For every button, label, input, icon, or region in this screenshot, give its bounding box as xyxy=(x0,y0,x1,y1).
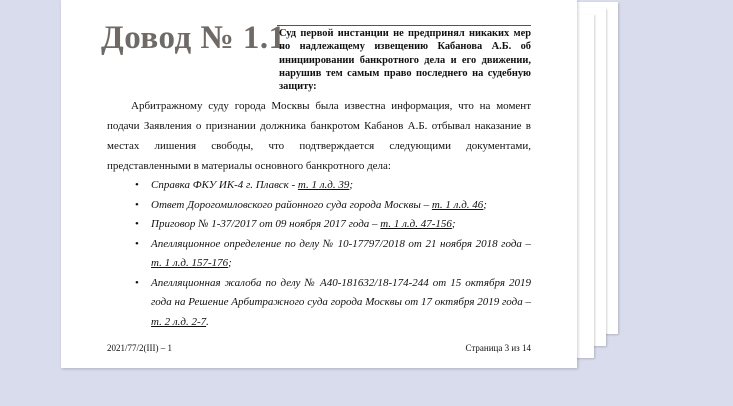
bullet-icon: • xyxy=(135,237,139,250)
volume-reference: т. 1 л.д. 157-176 xyxy=(151,257,229,269)
argument-summary: Суд первой инстанции не предпринял никаких мер по надлежащему извещению Кабанова А.Б. об инициировании банкротного дела и его движении, нарушив тем самым право последнего на судебную защиту: xyxy=(279,28,531,93)
document-page xyxy=(61,0,577,368)
document-body xyxy=(107,96,531,332)
list-item: • Апелляционная жалоба по делу № А40-181632/18-174-244 от 15 октября 2019 года на Решение Арбитражного суда города Москвы от 17 октября 2019 года – т. 2 л.д. 2-7. xyxy=(107,274,531,333)
list-item: • Ответ Дорогомиловского районного суда города Москвы – т. 1 л.д. 46; xyxy=(107,196,531,216)
evidence-list xyxy=(107,176,531,332)
bullet-icon: • xyxy=(135,218,139,230)
bullet-icon: • xyxy=(135,179,139,191)
heading-rule xyxy=(277,25,531,26)
page-number: Страница 3 из 14 xyxy=(465,343,531,353)
body-paragraph: Арбитражному суду города Москвы была известна информация, что на момент подачи Заявления о признании должника банкротом Кабанов А.Б. отбывал наказание в местах лишения свободы, что подтверждается следующими документами, представленными в материалы основного банкротного дела: xyxy=(107,100,531,172)
document-code: 2021/77/2(III) – 1 xyxy=(107,343,172,353)
volume-reference: т. 1 л.д. 39 xyxy=(297,179,350,191)
bullet-icon: • xyxy=(135,198,139,211)
volume-reference: т. 1 л.д. 47-156 xyxy=(380,218,452,230)
volume-reference: т. 2 л.д. 2-7 xyxy=(151,315,207,328)
bullet-icon: • xyxy=(135,276,139,289)
argument-title: Довод № 1.1 xyxy=(101,20,286,56)
list-item: • Апелляционное определение по делу № 10-17797/2018 от 21 ноября 2018 года – т. 1 л.д. 157-176; xyxy=(107,235,531,274)
list-item: • Справка ФКУ ИК-4 г. Плавск - т. 1 л.д. 39; xyxy=(107,176,531,196)
volume-reference: т. 1 л.д. 46 xyxy=(431,198,484,211)
list-item: • Приговор № 1-37/2017 от 09 ноября 2017 года – т. 1 л.д. 47-156; xyxy=(107,215,531,235)
